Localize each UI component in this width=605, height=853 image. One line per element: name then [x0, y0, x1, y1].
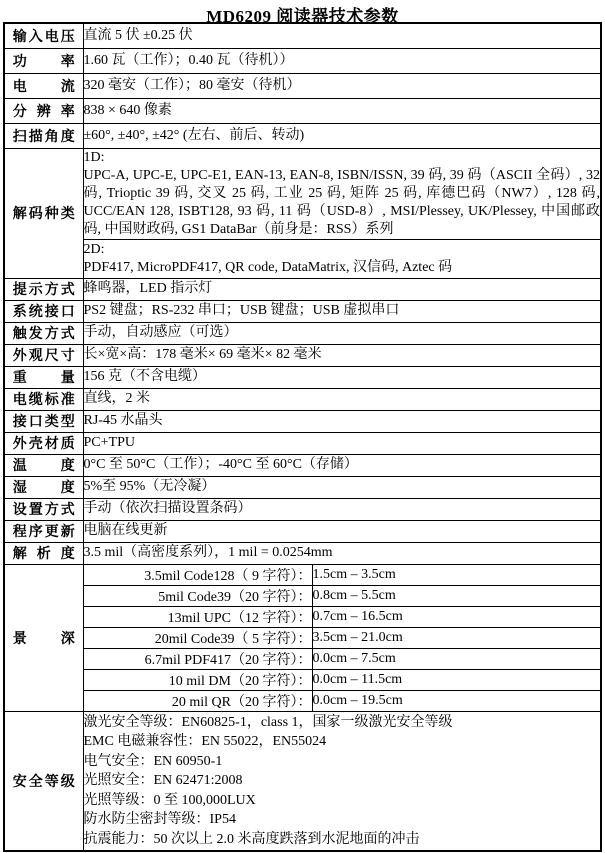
spec-row-connector-type — [4, 410, 601, 432]
row-label: 外壳材质 — [12, 437, 75, 452]
spec-row-input-voltage — [4, 23, 601, 48]
row-label-cell — [4, 123, 83, 148]
depth-code: 3.5mil Code128（ 9 字符）： — [83, 564, 312, 585]
decode-1d-list: UPC-A, UPC-E, UPC-E1, EAN-13, EAN-8, ISBN/ISSN, 39 码, 39 码（ASCII 全码）, 32 码, Trioptic 39 码, 交叉 25 码, 工业 25 码, 矩阵 25 码, 库德巴码（NW7）, 128 码, UCC/EAN 128, ISBT128, 93 码, 11 码（USD-8）, MSI/Plessey, UK/Plessey, 中国邮政码, 中国财政码, GS1 DataBar（前身是：RSS）系列 — [83, 167, 600, 237]
spec-row-temperature — [4, 454, 601, 476]
depth-code: 6.7mil PDF417（20 字符）： — [83, 648, 312, 669]
row-value: 蜂鸣器，LED 指示灯 — [83, 278, 601, 300]
spec-row-indication — [4, 278, 601, 300]
spec-row-current — [4, 73, 601, 98]
decode-2d-cell — [83, 239, 601, 278]
row-value: PS2 键盘；RS-232 串口；USB 键盘；USB 虚拟串口 — [83, 300, 601, 322]
decode-2d-list: PDF417, MicroPDF417, QR code, DataMatrix, 汉信码, Aztec 码 — [83, 259, 453, 275]
spec-row-scan-angle — [4, 123, 601, 148]
spec-row-setup-mode — [4, 498, 601, 520]
row-label-cell — [4, 410, 83, 432]
row-label-cell — [4, 23, 83, 48]
row-label-cell — [4, 711, 83, 851]
row-value: 手动，自动感应（可选） — [83, 322, 601, 344]
row-label: 温度 — [12, 459, 75, 474]
safety-line-photobiological: 光照安全：EN 62471:2008 — [83, 773, 243, 788]
row-value: 直流 5 伏 ±0.25 伏 — [83, 23, 601, 48]
row-label: 功率 — [12, 54, 75, 70]
row-label-cell — [4, 498, 83, 520]
depth-row — [4, 648, 601, 669]
row-label: 设置方式 — [12, 503, 75, 518]
row-label: 电流 — [12, 79, 75, 95]
depth-row — [4, 690, 601, 711]
spec-row-weight — [4, 366, 601, 388]
safety-line-illumination: 光照等级：0 至 100,000LUX — [83, 792, 256, 808]
row-value: 长×宽×高：178 毫米× 69 毫米× 82 毫米 — [83, 344, 601, 366]
decode-1d-title: 1D: — [83, 149, 105, 165]
row-label-cell — [4, 388, 83, 410]
row-label-cell — [4, 148, 83, 278]
spec-table — [3, 22, 602, 852]
row-value: 电脑在线更新 — [83, 520, 601, 542]
row-value: 5%至 95%（无冷凝） — [83, 476, 601, 498]
spec-row-humidity — [4, 476, 601, 498]
safety-levels-cell — [83, 711, 601, 851]
row-label: 扫描角度 — [12, 129, 75, 145]
depth-row — [4, 669, 601, 690]
row-label: 安全等级 — [12, 774, 75, 790]
row-label: 输入电压 — [12, 29, 75, 45]
row-value: 838 × 640 像素 — [83, 98, 601, 123]
row-label-cell — [4, 564, 83, 711]
row-label: 解码种类 — [12, 207, 75, 222]
row-label-cell — [4, 432, 83, 454]
row-value: RJ-45 水晶头 — [83, 410, 601, 432]
row-label: 外观尺寸 — [12, 349, 75, 364]
spec-row-resolution-mil — [4, 542, 601, 564]
depth-range: 0.7cm – 16.5cm — [312, 606, 601, 627]
row-label-cell — [4, 278, 83, 300]
row-value: PC+TPU — [83, 432, 601, 454]
spec-row-trigger-mode — [4, 322, 601, 344]
row-label-cell — [4, 300, 83, 322]
row-label: 程序更新 — [12, 525, 75, 540]
row-label: 提示方式 — [12, 283, 75, 298]
row-label-cell — [4, 520, 83, 542]
decode-1d-cell — [83, 148, 601, 239]
safety-line-electrical: 电气安全：EN 60950-1 — [83, 753, 223, 769]
row-label-cell — [4, 48, 83, 73]
row-label: 解析度 — [12, 547, 75, 562]
depth-code: 13mil UPC（12 字符）： — [83, 606, 312, 627]
depth-range: 0.8cm – 5.5cm — [312, 585, 601, 606]
row-label: 电缆标准 — [12, 393, 75, 408]
row-label-cell — [4, 542, 83, 564]
spec-row-dimensions — [4, 344, 601, 366]
depth-row — [4, 564, 601, 585]
safety-line-ip-rating: 防水防尘密封等级：IP54 — [83, 812, 236, 827]
spec-row-housing-material — [4, 432, 601, 454]
row-label-cell — [4, 322, 83, 344]
safety-line-emc: EMC 电磁兼容性：EN 55022，EN55024 — [83, 734, 327, 749]
spec-row-decode-2d — [4, 239, 601, 278]
row-label-cell — [4, 344, 83, 366]
row-value: 1.60 瓦（工作）；0.40 瓦（待机）） — [83, 48, 601, 73]
row-value: 3.5 mil（高密度系列），1 mil = 0.0254mm — [83, 542, 601, 564]
depth-code: 20mil Code39（ 5 字符）： — [83, 627, 312, 648]
row-label-cell — [4, 98, 83, 123]
row-value: 0°C 至 50°C（工作）；-40°C 至 60°C（存储） — [83, 454, 601, 476]
row-value: 手动（依次扫描设置条码） — [83, 498, 601, 520]
safety-line-laser: 激光安全等级：EN60825-1，class 1，国家一级激光安全等级 — [83, 714, 453, 730]
row-label-cell — [4, 476, 83, 498]
row-value: 320 毫安（工作）；80 毫安（待机） — [83, 73, 601, 98]
spec-row-resolution — [4, 98, 601, 123]
decode-2d-title: 2D: — [83, 241, 105, 257]
depth-row — [4, 585, 601, 606]
row-label: 重量 — [12, 371, 75, 386]
depth-range: 0.0cm – 19.5cm — [312, 690, 601, 711]
row-value: 直线，2 米 — [83, 388, 601, 410]
row-label: 系统接口 — [12, 305, 75, 320]
page-title: MD6209 阅读器技术参数 — [206, 7, 399, 26]
row-label: 分辨率 — [12, 104, 75, 120]
depth-range: 0.0cm – 11.5cm — [312, 669, 601, 690]
row-label: 景深 — [12, 631, 75, 647]
depth-code: 20 mil QR（20 字符）： — [83, 690, 312, 711]
row-value: ±60°, ±40°, ±42° (左右、前后、转动) — [83, 123, 601, 148]
row-value: 156 克（不含电缆） — [83, 366, 601, 388]
depth-range: 1.5cm – 3.5cm — [312, 564, 601, 585]
row-label: 接口类型 — [12, 415, 75, 430]
spec-row-decode-1d — [4, 148, 601, 239]
depth-code: 10 mil DM（20 字符）： — [83, 669, 312, 690]
row-label: 触发方式 — [12, 327, 75, 342]
spec-row-system-interface — [4, 300, 601, 322]
spec-row-firmware-update — [4, 520, 601, 542]
row-label: 湿度 — [12, 481, 75, 496]
depth-range: 3.5cm – 21.0cm — [312, 627, 601, 648]
spec-row-power — [4, 48, 601, 73]
row-label-cell — [4, 454, 83, 476]
row-label-cell — [4, 366, 83, 388]
row-label-cell — [4, 73, 83, 98]
depth-row — [4, 606, 601, 627]
depth-row — [4, 627, 601, 648]
spec-row-cable-standard — [4, 388, 601, 410]
spec-row-safety-levels — [4, 711, 601, 851]
depth-code: 5mil Code39（20 字符）： — [83, 585, 312, 606]
depth-range: 0.0cm – 7.5cm — [312, 648, 601, 669]
safety-line-shock: 抗震能力：50 次以上 2.0 米高度跌落到水泥地面的冲击 — [83, 831, 420, 847]
